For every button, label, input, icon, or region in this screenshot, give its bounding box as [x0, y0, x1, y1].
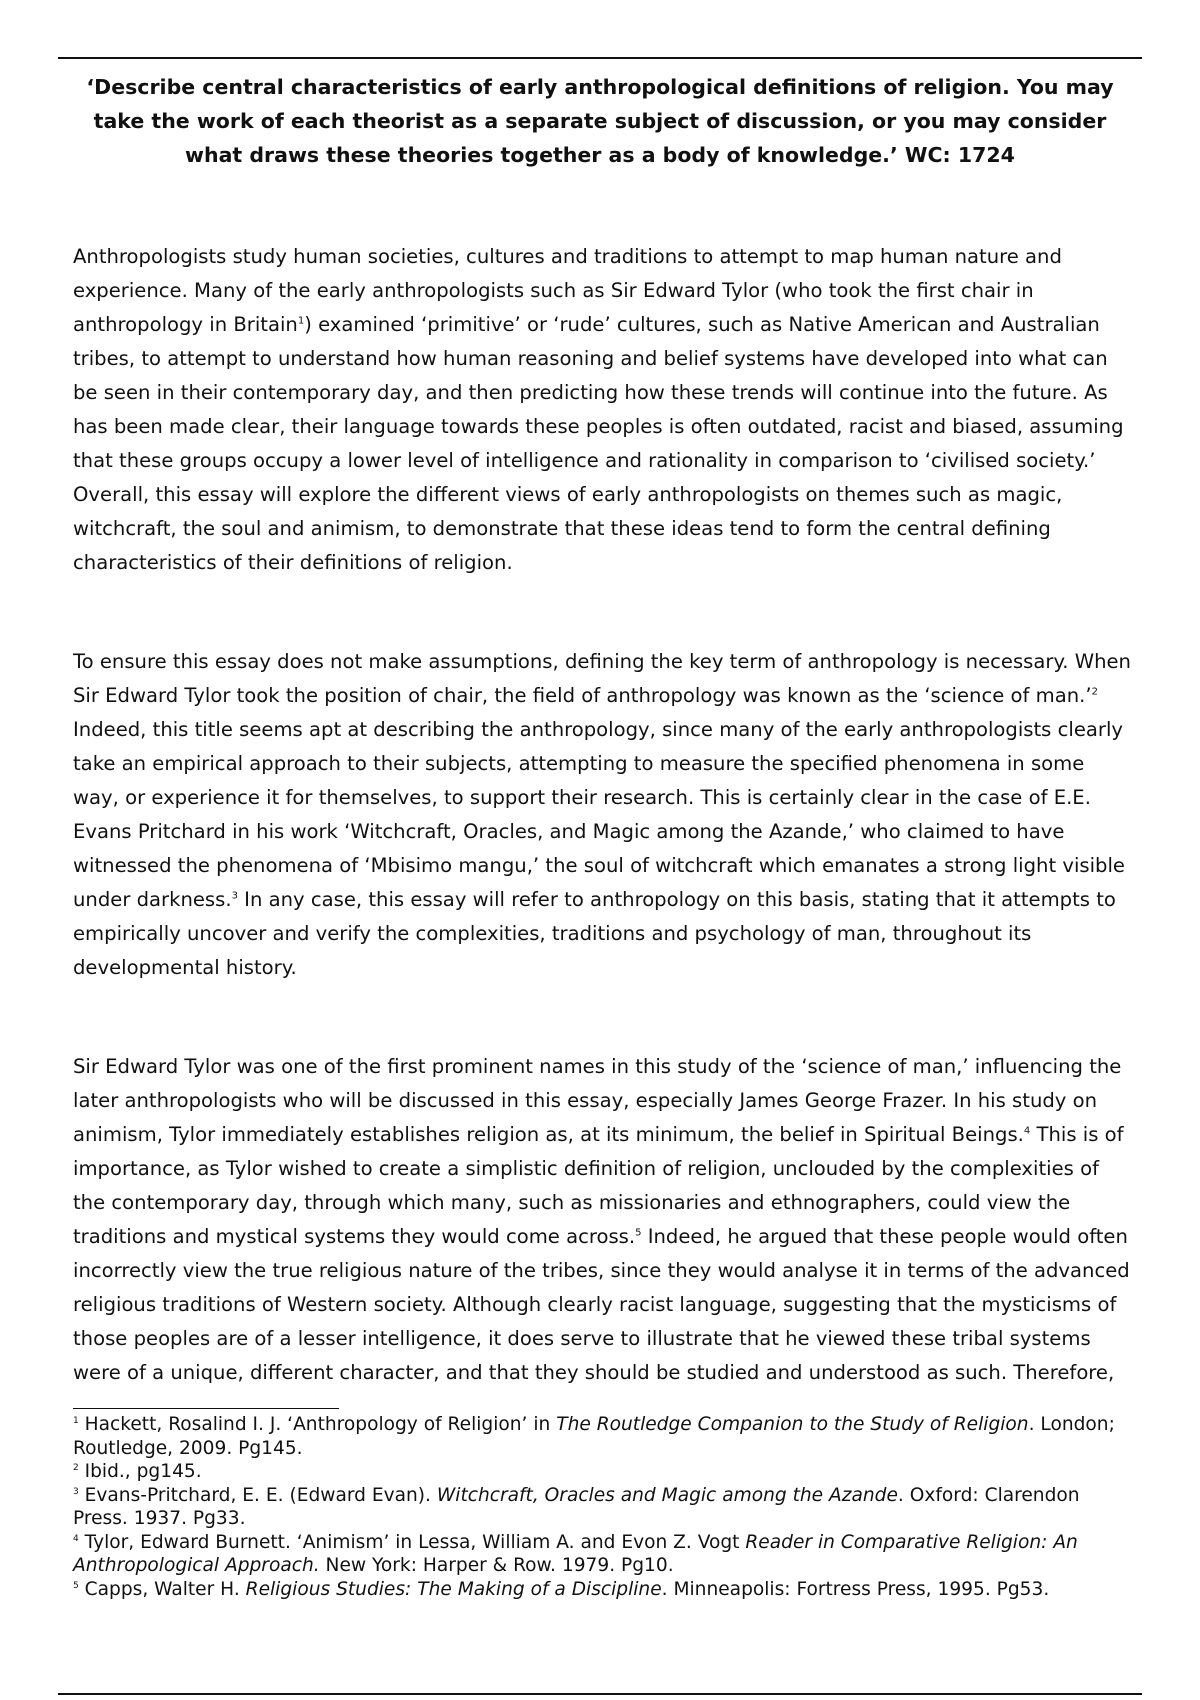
- paragraph-text: Sir Edward Tylor was one of the first prominent names in this study of the ‘science of man,’ influencing the later anthropologists who will be discussed in this essay, especially James George Frazer. In his study on animism, Tylor immediately establishes religion as, at its minimum, the belief in Spiritual Beings.: [73, 1055, 1122, 1146]
- footnote-5: [73, 1578, 1133, 1602]
- footnote-3: [73, 1484, 1133, 1531]
- footnote-text: . London; Routledge, 2009. Pg145.: [73, 1414, 1115, 1459]
- paragraph-definition: [73, 645, 1133, 985]
- footnote-number: 2: [73, 1462, 79, 1473]
- paragraph-text: Indeed, this title seems apt at describing the anthropology, since many of the early anthropologists clearly take an empirical approach to their subjects, attempting to measure the specified phenomena in some way, or experience it for themselves, to support their research. This is certainly clear in the case of E.E. Evans Pritchard in his work ‘Witchcraft, Oracles, and Magic among the Azande,’ who claimed to have witnessed the phenomena of ‘Mbisimo mangu,’ the soul of witchcraft which emanates a strong light visible under darkness.: [73, 718, 1125, 911]
- footnote-2: [73, 1460, 1133, 1484]
- footnote-number: 3: [73, 1486, 79, 1497]
- footnote-ref-3[interactable]: 3: [231, 890, 238, 902]
- footnote-ref-2[interactable]: 2: [1091, 686, 1098, 698]
- footnote-title: Witchcraft, Oracles and Magic among the Azande: [436, 1484, 898, 1506]
- footnote-4: [73, 1531, 1133, 1578]
- footnote-ref-5[interactable]: 5: [635, 1227, 642, 1239]
- footnote-title: Religious Studies: The Making of a Discipline: [245, 1578, 662, 1600]
- footnote-title: Reader in Comparative Religion: An Anthropological Approach.: [73, 1531, 1078, 1576]
- top-rule: [58, 57, 1142, 59]
- footnote-text: Hackett, Rosalind I. J. ‘Anthropology of Religion’ in: [78, 1414, 557, 1435]
- footnote-number: 4: [73, 1533, 79, 1544]
- paragraph-text: This is of importance, as Tylor wished to create a simplistic definition of religion, unclouded by the complexities of the contemporary day, through which many, such as missionaries and ethnographers, could view the traditions and mystical systems they would come across.: [73, 1123, 1124, 1248]
- footnote-number: 1: [73, 1415, 79, 1426]
- paragraph-text: Anthropologists study human societies, cultures and traditions to attempt to map human nature and experience. Many of the early anthropologists such as Sir Edward Tylor (who took the first chair in anthropology in Britain: [73, 245, 1062, 336]
- footnotes-section: [73, 1413, 1133, 1601]
- footnote-number: 5: [73, 1580, 79, 1591]
- footnote-ref-4[interactable]: 4: [1023, 1125, 1031, 1137]
- essay-title: ‘Describe central characteristics of early anthropological definitions of religion. You may take the work of each theorist as a separate subject of discussion, or you may consider what draws these theories together as a body of knowledge.’ WC: 1724: [86, 75, 1114, 167]
- footnote-text: Tylor, Edward Burnett. ‘Animism’ in Lessa, William A. and Evon Z. Vogt: [78, 1531, 746, 1553]
- paragraph-text: To ensure this essay does not make assumptions, defining the key term of anthropology is necessary. When Sir Edward Tylor took the position of chair, the field of anthropology was known as the ‘science of man.’: [73, 650, 1131, 707]
- footnote-text: . Minneapolis: Fortress Press, 1995. Pg53.: [661, 1578, 1050, 1600]
- footnote-text: Capps, Walter H.: [78, 1578, 246, 1600]
- footnote-ref-1[interactable]: 1: [297, 315, 305, 327]
- paragraph-tylor: [73, 1050, 1133, 1390]
- footnote-text: . Oxford: Clarendon Press. 1937. Pg33.: [73, 1484, 1080, 1529]
- footnote-text: New York: Harper & Row. 1979. Pg10.: [319, 1555, 674, 1576]
- footnote-1: [73, 1413, 1133, 1460]
- paragraph-text: ) examined ‘primitive’ or ‘rude’ cultures, such as Native American and Australian tribes, to attempt to understand how human reasoning and belief systems have developed into what can be seen in their contemporary day, and then predicting how these trends will continue into the future. As has been made clear, their language towards these peoples is often outdated, racist and biased, assuming that these groups occupy a lower level of intelligence and rationality in comparison to ‘civilised society.’ Overall, this essay will explore the different views of early anthropologists on themes such as magic, witchcraft, the soul and animism, to demonstrate that these ideas tend to form the central defining characteristics of their definitions of religion.: [73, 313, 1124, 574]
- footnote-title: The Routledge Companion to the Study of Religion: [556, 1414, 1029, 1435]
- paragraph-text: In any case, this essay will refer to anthropology on this basis, stating that it attempts to empirically uncover and verify the complexities, traditions and psychology of man, throughout its developmental history.: [73, 888, 1116, 979]
- footnote-text: Ibid., pg145.: [78, 1461, 202, 1482]
- paragraph-text: Indeed, he argued that these people would often incorrectly view the true religious nature of the tribes, since they would analyse it in terms of the advanced religious traditions of Western society. Although clearly racist language, suggesting that the mysticisms of those peoples are of a lesser intelligence, it does serve to illustrate that he viewed these tribal systems were of a unique, different character, and that they should be studied and understood as such. Therefore,: [73, 1225, 1130, 1384]
- paragraph-introduction: [73, 240, 1133, 580]
- footnote-text: Evans-Pritchard, E. E. (Edward Evan).: [78, 1484, 437, 1506]
- footnote-separator: [73, 1408, 339, 1409]
- bottom-rule: [58, 1693, 1142, 1695]
